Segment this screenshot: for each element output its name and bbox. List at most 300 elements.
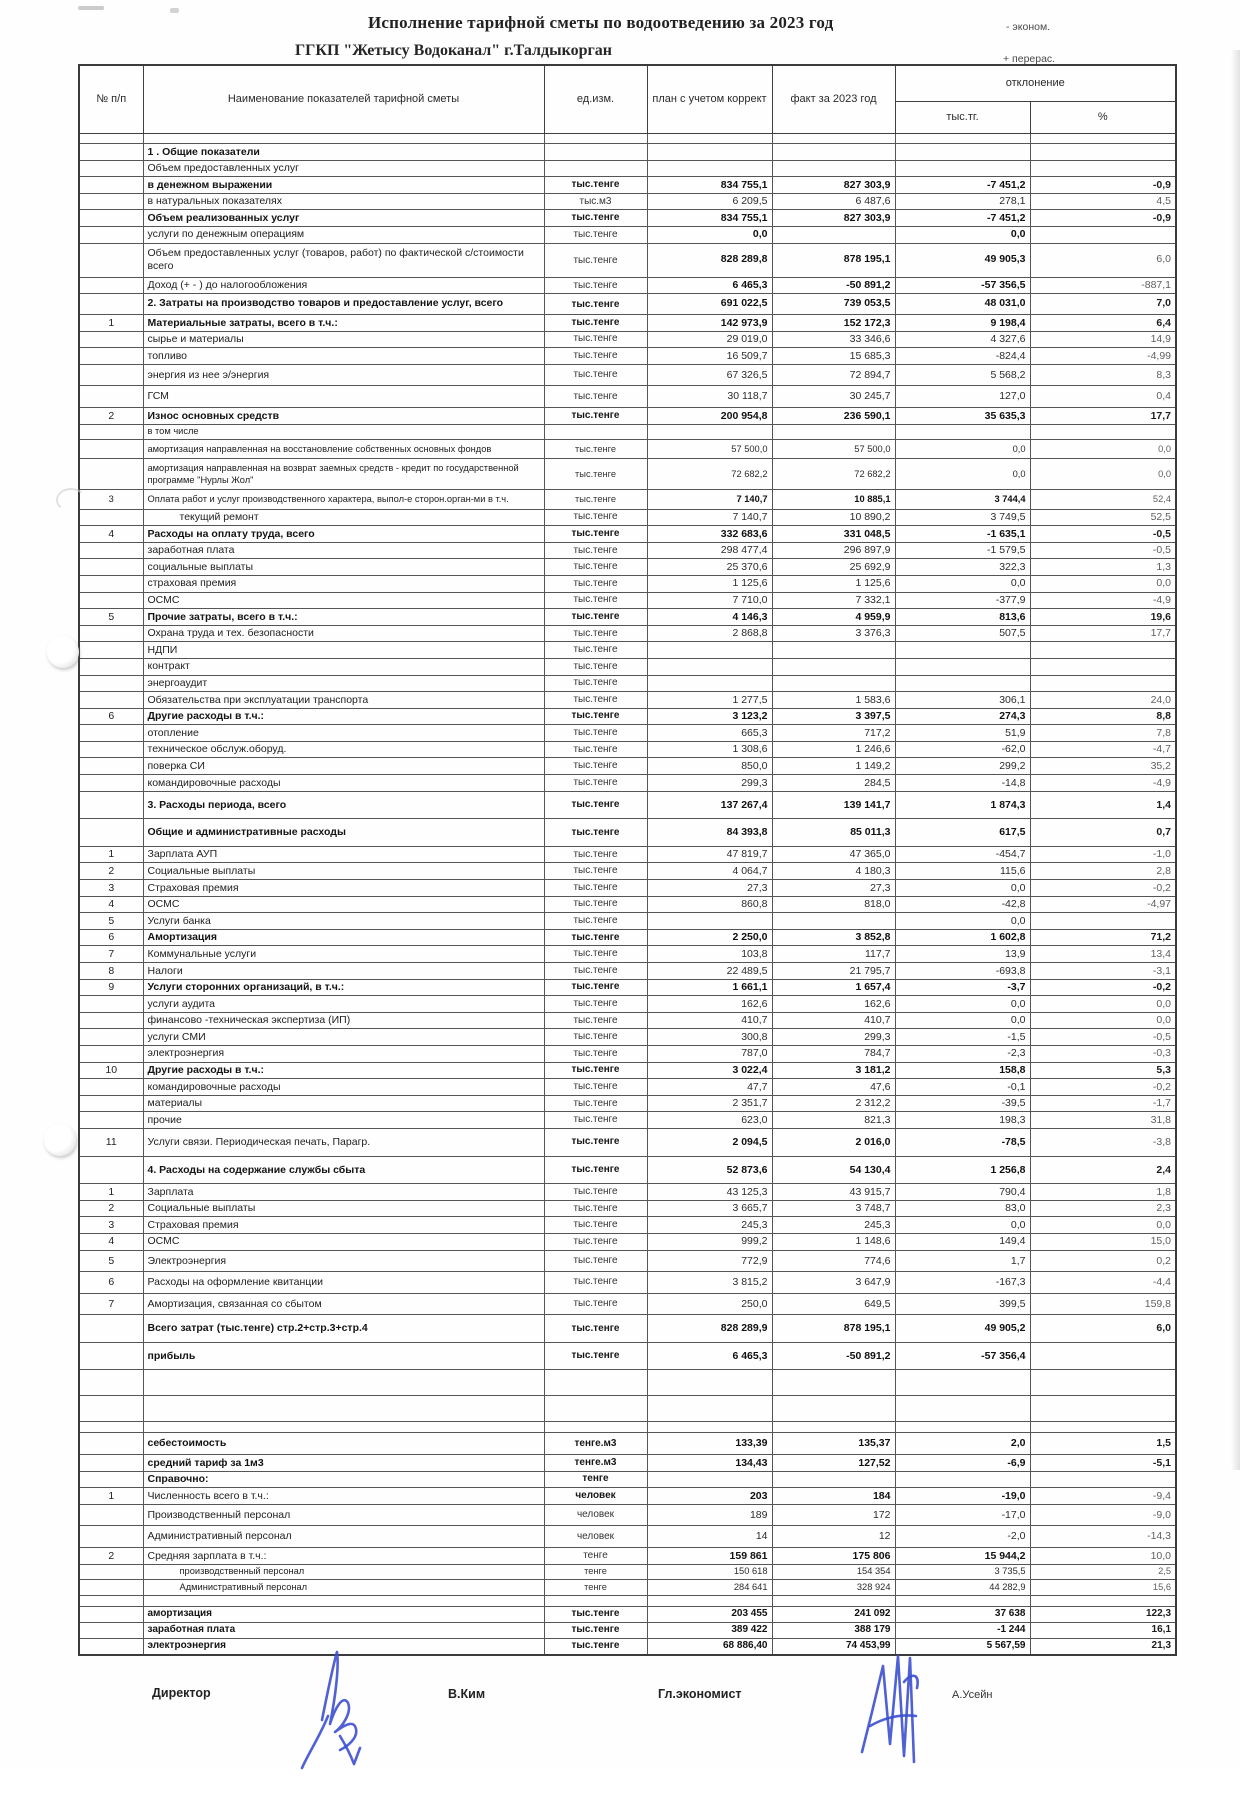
table-row (79, 1433, 1176, 1455)
cell-unit: тыс.тенге (544, 625, 647, 642)
table-row (79, 1029, 1176, 1046)
cell-unit: тыс.тенге (544, 1112, 647, 1129)
table-row (79, 1217, 1176, 1234)
cell-unit: тыс.тенге (544, 708, 647, 725)
cell-name (143, 134, 544, 144)
cell-fact: 175 806 (772, 1548, 895, 1565)
cell-deviation-pct: 17,7 (1030, 408, 1176, 425)
cell-deviation-pct: -9,0 (1030, 1504, 1176, 1526)
cell-name: Амортизация (143, 929, 544, 946)
cell-deviation-pct: -0,5 (1030, 542, 1176, 559)
cell-deviation-pct: 8,3 (1030, 364, 1176, 386)
cell-deviation: 5 568,2 (895, 364, 1030, 386)
cell-fact: 1 657,4 (772, 979, 895, 996)
cell-fact: 774,6 (772, 1250, 895, 1272)
cell-deviation (895, 642, 1030, 659)
cell-unit: тенге (544, 1564, 647, 1580)
cell-unit: тыс.тенге (544, 741, 647, 758)
cell-fact: 30 245,7 (772, 386, 895, 408)
cell-plan: 999,2 (647, 1233, 772, 1250)
cell-deviation-pct: 0,0 (1030, 1217, 1176, 1234)
cell-plan: 27,3 (647, 880, 772, 897)
cell-deviation-pct: -5,1 (1030, 1455, 1176, 1472)
cell-fact: 296 897,9 (772, 542, 895, 559)
cell-fact (772, 160, 895, 177)
cell-num (79, 1079, 143, 1096)
cell-deviation: 149,4 (895, 1233, 1030, 1250)
cell-plan: 2 351,7 (647, 1095, 772, 1112)
cell-plan: 299,3 (647, 775, 772, 792)
cell-plan: 16 509,7 (647, 348, 772, 365)
cell-unit (544, 144, 647, 161)
cell-plan: 72 682,2 (647, 459, 772, 490)
cell-name: Охрана труда и тех. безопасности (143, 625, 544, 642)
cell-fact: 72 894,7 (772, 364, 895, 386)
cell-plan: 200 954,8 (647, 408, 772, 425)
table-row (79, 1526, 1176, 1548)
cell-plan: 68 886,40 (647, 1638, 772, 1655)
table-row (79, 243, 1176, 277)
table-row (79, 1638, 1176, 1655)
cell-plan (647, 675, 772, 692)
cell-unit: тыс.тенге (544, 348, 647, 365)
cell-num: 3 (79, 1217, 143, 1234)
table-header (79, 65, 1176, 134)
cell-deviation-pct: -4,4 (1030, 1272, 1176, 1294)
cell-fact: 827 303,9 (772, 210, 895, 227)
cell-plan (647, 1396, 772, 1422)
cell-num (79, 692, 143, 709)
cell-fact: 33 346,6 (772, 331, 895, 348)
cell-plan: 834 755,1 (647, 177, 772, 194)
cell-plan: 2 094,5 (647, 1128, 772, 1156)
cell-fact: 3 397,5 (772, 708, 895, 725)
cell-plan: 30 118,7 (647, 386, 772, 408)
cell-num: 4 (79, 896, 143, 913)
cell-num (79, 294, 143, 315)
cell-deviation-pct (1030, 1370, 1176, 1396)
cell-num (79, 193, 143, 210)
legend-economy-note: - эконом. (1006, 21, 1051, 33)
cell-deviation: -2,3 (895, 1045, 1030, 1062)
cell-deviation: -377,9 (895, 592, 1030, 609)
cell-plan: 389 422 (647, 1622, 772, 1638)
cell-name: Услуги сторонних организаций, в т.ч.: (143, 979, 544, 996)
header-unit: ед.изм. (544, 65, 647, 134)
cell-name: Объем реализованных услуг (143, 210, 544, 227)
cell-plan: 332 683,6 (647, 526, 772, 543)
cell-deviation-pct: -4,7 (1030, 741, 1176, 758)
cell-plan: 665,3 (647, 725, 772, 742)
cell-num: 5 (79, 1250, 143, 1272)
cell-deviation-pct: 159,8 (1030, 1293, 1176, 1315)
cell-name: Материальные затраты, всего в т.ч.: (143, 315, 544, 332)
cell-plan: 103,8 (647, 946, 772, 963)
cell-deviation-pct: 1,8 (1030, 1184, 1176, 1201)
table-row (79, 929, 1176, 946)
cell-unit: тыс.тенге (544, 692, 647, 709)
cell-plan: 84 393,8 (647, 819, 772, 847)
cell-unit: тыс.тенге (544, 1638, 647, 1655)
cell-deviation-pct: 10,0 (1030, 1548, 1176, 1565)
cell-deviation-pct: 0,0 (1030, 996, 1176, 1013)
cell-num (79, 177, 143, 194)
header-name: Наименование показателей тарифной сметы (143, 65, 544, 134)
cell-plan: 623,0 (647, 1112, 772, 1129)
cell-unit: тыс.тенге (544, 294, 647, 315)
table-row (79, 1396, 1176, 1422)
cell-fact: 162,6 (772, 996, 895, 1013)
cell-fact: 10 890,2 (772, 509, 895, 526)
cell-unit: тенге (544, 1471, 647, 1488)
cell-unit: тыс.тенге (544, 929, 647, 946)
cell-unit: тыс.тенге (544, 846, 647, 863)
cell-name: 1 . Общие показатели (143, 144, 544, 161)
cell-unit: тыс.тенге (544, 526, 647, 543)
cell-deviation: 0,0 (895, 880, 1030, 897)
cell-deviation-pct: 13,4 (1030, 946, 1176, 963)
cell-fact: 1 246,6 (772, 741, 895, 758)
cell-name: прибыль (143, 1342, 544, 1370)
cell-name: материалы (143, 1095, 544, 1112)
cell-unit: тыс.тенге (544, 1342, 647, 1370)
cell-plan: 7 710,0 (647, 592, 772, 609)
cell-num: 9 (79, 979, 143, 996)
cell-fact (772, 1396, 895, 1422)
cell-unit: тыс.тенге (544, 1156, 647, 1184)
table-row (79, 1293, 1176, 1315)
cell-num: 2 (79, 1548, 143, 1565)
cell-deviation: -167,3 (895, 1272, 1030, 1294)
cell-fact: 10 885,1 (772, 490, 895, 509)
cell-deviation-pct: 24,0 (1030, 692, 1176, 709)
cell-deviation (895, 1422, 1030, 1433)
cell-deviation: 0,0 (895, 913, 1030, 930)
cell-plan: 4 146,3 (647, 609, 772, 626)
cell-num (79, 658, 143, 675)
cell-fact: -50 891,2 (772, 1342, 895, 1370)
cell-unit: тыс.тенге (544, 1315, 647, 1343)
cell-num (79, 625, 143, 642)
cell-num: 6 (79, 708, 143, 725)
cell-deviation-pct: 35,2 (1030, 758, 1176, 775)
cell-deviation-pct: -9,4 (1030, 1488, 1176, 1505)
table-row (79, 946, 1176, 963)
cell-num (79, 440, 143, 459)
cell-unit: тыс.тенге (544, 177, 647, 194)
cell-deviation: 51,9 (895, 725, 1030, 742)
table-row (79, 193, 1176, 210)
economist-label: Гл.экономист (658, 1686, 742, 1701)
cell-num (79, 791, 143, 819)
cell-fact: 878 195,1 (772, 1315, 895, 1343)
cell-num (79, 1455, 143, 1472)
cell-unit: тыс.тенге (544, 408, 647, 425)
cell-name: Зарплата АУП (143, 846, 544, 863)
cell-fact: 47 365,0 (772, 846, 895, 863)
cell-fact: 3 181,2 (772, 1062, 895, 1079)
table-row (79, 1488, 1176, 1505)
cell-deviation: 198,3 (895, 1112, 1030, 1129)
cell-deviation-pct: 15,6 (1030, 1580, 1176, 1596)
cell-fact: 2 016,0 (772, 1128, 895, 1156)
table-row (79, 846, 1176, 863)
cell-unit (544, 1396, 647, 1422)
table-row (79, 592, 1176, 609)
cell-unit: тыс.тенге (544, 331, 647, 348)
cell-deviation: -2,0 (895, 1526, 1030, 1548)
cell-unit: человек (544, 1504, 647, 1526)
cell-unit (544, 160, 647, 177)
header-deviation: отклонение (895, 65, 1176, 102)
table-row (79, 1622, 1176, 1638)
table-row (79, 1272, 1176, 1294)
cell-name (143, 1595, 544, 1606)
cell-unit: тыс.тенге (544, 243, 647, 277)
cell-name: сырье и материалы (143, 331, 544, 348)
cell-plan: 29 019,0 (647, 331, 772, 348)
cell-name: Коммунальные услуги (143, 946, 544, 963)
cell-deviation-pct: 52,5 (1030, 509, 1176, 526)
cell-plan: 4 064,7 (647, 863, 772, 880)
table-row (79, 880, 1176, 897)
economist-name: А.Усейн (952, 1688, 993, 1701)
cell-fact: 43 915,7 (772, 1184, 895, 1201)
cell-plan: 300,8 (647, 1029, 772, 1046)
cell-plan: 25 370,6 (647, 559, 772, 576)
cell-num (79, 1095, 143, 1112)
cell-deviation: 44 282,9 (895, 1580, 1030, 1596)
cell-num (79, 1396, 143, 1422)
cell-name: Электроэнергия (143, 1250, 544, 1272)
cell-deviation: -39,5 (895, 1095, 1030, 1112)
cell-deviation-pct: 21,3 (1030, 1638, 1176, 1655)
table-row (79, 913, 1176, 930)
cell-deviation (895, 658, 1030, 675)
cell-unit: тыс.тенге (544, 1233, 647, 1250)
cell-deviation: 2,0 (895, 1433, 1030, 1455)
cell-plan: 47,7 (647, 1079, 772, 1096)
cell-deviation-pct: 0,4 (1030, 386, 1176, 408)
header-num: № п/п (79, 65, 143, 134)
cell-plan (647, 1595, 772, 1606)
cell-unit: тыс.м3 (544, 193, 647, 210)
cell-num: 4 (79, 1233, 143, 1250)
cell-name: ОСМС (143, 592, 544, 609)
cell-num: 10 (79, 1062, 143, 1079)
cell-deviation (895, 160, 1030, 177)
cell-unit: тыс.тенге (544, 996, 647, 1013)
cell-deviation-pct (1030, 1471, 1176, 1488)
table-row (79, 160, 1176, 177)
cell-deviation: 35 635,3 (895, 408, 1030, 425)
cell-deviation-pct: 0,2 (1030, 1250, 1176, 1272)
cell-unit: тыс.тенге (544, 725, 647, 742)
cell-deviation: 9 198,4 (895, 315, 1030, 332)
cell-name: ОСМС (143, 896, 544, 913)
cell-name: электроэнергия (143, 1045, 544, 1062)
cell-unit: тыс.тенге (544, 509, 647, 526)
table-row (79, 277, 1176, 294)
cell-num (79, 575, 143, 592)
table-row (79, 1233, 1176, 1250)
cell-num (79, 277, 143, 294)
cell-plan: 7 140,7 (647, 509, 772, 526)
cell-deviation-pct: -4,9 (1030, 775, 1176, 792)
cell-num: 7 (79, 946, 143, 963)
cell-plan: 284 641 (647, 1580, 772, 1596)
cell-plan: 6 465,3 (647, 1342, 772, 1370)
cell-plan (647, 1471, 772, 1488)
director-signature-icon (288, 1646, 392, 1774)
cell-plan: 3 022,4 (647, 1062, 772, 1079)
table-row (79, 294, 1176, 315)
cell-deviation-pct (1030, 424, 1176, 440)
cell-plan: 3 123,2 (647, 708, 772, 725)
cell-deviation-pct: 71,2 (1030, 929, 1176, 946)
cell-unit: тенге (544, 1580, 647, 1596)
cell-plan: 2 250,0 (647, 929, 772, 946)
table-row (79, 1062, 1176, 1079)
table-row (79, 1128, 1176, 1156)
cell-name: энергоаудит (143, 675, 544, 692)
cell-deviation-pct: -0,5 (1030, 1029, 1176, 1046)
cell-name: амортизация направленная на возврат заемных средств - кредит по государственной программе "Нурлы Жол" (143, 459, 544, 490)
cell-fact: 2 312,2 (772, 1095, 895, 1112)
cell-num (79, 741, 143, 758)
cell-plan (647, 1422, 772, 1433)
cell-unit: тыс.тенге (544, 575, 647, 592)
cell-deviation-pct: 17,7 (1030, 625, 1176, 642)
cell-num (79, 1606, 143, 1622)
cell-deviation: 507,5 (895, 625, 1030, 642)
cell-deviation-pct: 7,0 (1030, 294, 1176, 315)
cell-unit: тенге.м3 (544, 1455, 647, 1472)
cell-num (79, 1045, 143, 1062)
cell-unit (544, 1595, 647, 1606)
cell-deviation-pct: -4,97 (1030, 896, 1176, 913)
cell-plan: 0,0 (647, 226, 772, 243)
cell-deviation-pct (1030, 642, 1176, 659)
cell-name: Административный персонал (143, 1580, 544, 1596)
cell-unit: тыс.тенге (544, 1012, 647, 1029)
cell-deviation: 0,0 (895, 440, 1030, 459)
cell-plan: 52 873,6 (647, 1156, 772, 1184)
cell-deviation-pct: -0,9 (1030, 210, 1176, 227)
cell-num (79, 1422, 143, 1433)
cell-deviation: 48 031,0 (895, 294, 1030, 315)
cell-deviation-pct: 0,7 (1030, 819, 1176, 847)
cell-name: Производственный персонал (143, 1504, 544, 1526)
cell-name: Общие и административные расходы (143, 819, 544, 847)
cell-name: в натуральных показателях (143, 193, 544, 210)
cell-name: страховая премия (143, 575, 544, 592)
cell-name: топливо (143, 348, 544, 365)
cell-name: поверка СИ (143, 758, 544, 775)
cell-unit: тыс.тенге (544, 913, 647, 930)
cell-num (79, 226, 143, 243)
table-row (79, 1580, 1176, 1596)
cell-deviation-pct (1030, 913, 1176, 930)
cell-name: производственный персонал (143, 1564, 544, 1580)
table-row (79, 1095, 1176, 1112)
cell-name: текущий ремонт (143, 509, 544, 526)
cell-deviation: -17,0 (895, 1504, 1030, 1526)
cell-deviation-pct (1030, 1396, 1176, 1422)
table-row (79, 1342, 1176, 1370)
cell-deviation: 790,4 (895, 1184, 1030, 1201)
cell-unit: тыс.тенге (544, 490, 647, 509)
table-row (79, 863, 1176, 880)
cell-deviation-pct: 2,5 (1030, 1564, 1176, 1580)
table-row (79, 315, 1176, 332)
cell-num: 5 (79, 913, 143, 930)
cell-fact: 21 795,7 (772, 963, 895, 980)
cell-deviation: -19,0 (895, 1488, 1030, 1505)
header-deviation-abs: тыс.тг. (895, 102, 1030, 134)
cell-deviation-pct: -1,0 (1030, 846, 1176, 863)
cell-plan: 6 465,3 (647, 277, 772, 294)
cell-fact: 3 748,7 (772, 1200, 895, 1217)
cell-unit: тыс.тенге (544, 277, 647, 294)
cell-deviation: 4 327,6 (895, 331, 1030, 348)
cell-name: услуги СМИ (143, 1029, 544, 1046)
cell-fact (772, 144, 895, 161)
table-row (79, 490, 1176, 509)
cell-fact (772, 1422, 895, 1433)
cell-plan: 6 209,5 (647, 193, 772, 210)
cell-fact: 72 682,2 (772, 459, 895, 490)
cell-name: командировочные расходы (143, 1079, 544, 1096)
cell-plan: 14 (647, 1526, 772, 1548)
cell-name: Страховая премия (143, 880, 544, 897)
table-row (79, 625, 1176, 642)
cell-fact: 15 685,3 (772, 348, 895, 365)
cell-fact: 57 500,0 (772, 440, 895, 459)
cell-unit: тыс.тенге (544, 210, 647, 227)
cell-plan: 189 (647, 1504, 772, 1526)
cell-num: 1 (79, 1488, 143, 1505)
header-fact: факт за 2023 год (772, 65, 895, 134)
cell-deviation: 274,3 (895, 708, 1030, 725)
cell-unit: тыс.тенге (544, 758, 647, 775)
document-title: Исполнение тарифной сметы по водоотведению за 2023 год (368, 13, 834, 32)
cell-unit: тыс.тенге (544, 896, 647, 913)
table-row (79, 775, 1176, 792)
cell-num: 5 (79, 609, 143, 626)
cell-fact: 6 487,6 (772, 193, 895, 210)
cell-deviation: 1 602,8 (895, 929, 1030, 946)
cell-name: услуги по денежным операциям (143, 226, 544, 243)
cell-plan (647, 424, 772, 440)
cell-plan: 3 665,7 (647, 1200, 772, 1217)
director-name: В.Ким (448, 1686, 486, 1701)
cell-fact: 54 130,4 (772, 1156, 895, 1184)
cell-plan: 860,8 (647, 896, 772, 913)
cell-num: 7 (79, 1293, 143, 1315)
cell-deviation-pct: 6,4 (1030, 315, 1176, 332)
cell-deviation-pct (1030, 1595, 1176, 1606)
table-row (79, 1564, 1176, 1580)
cell-deviation-pct: -4,99 (1030, 348, 1176, 365)
cell-unit: тыс.тенге (544, 1128, 647, 1156)
cell-unit: тыс.тенге (544, 1250, 647, 1272)
cell-name: Зарплата (143, 1184, 544, 1201)
cell-deviation: 0,0 (895, 1217, 1030, 1234)
cell-deviation (895, 1471, 1030, 1488)
table-row (79, 177, 1176, 194)
cell-deviation-pct: 1,5 (1030, 1433, 1176, 1455)
